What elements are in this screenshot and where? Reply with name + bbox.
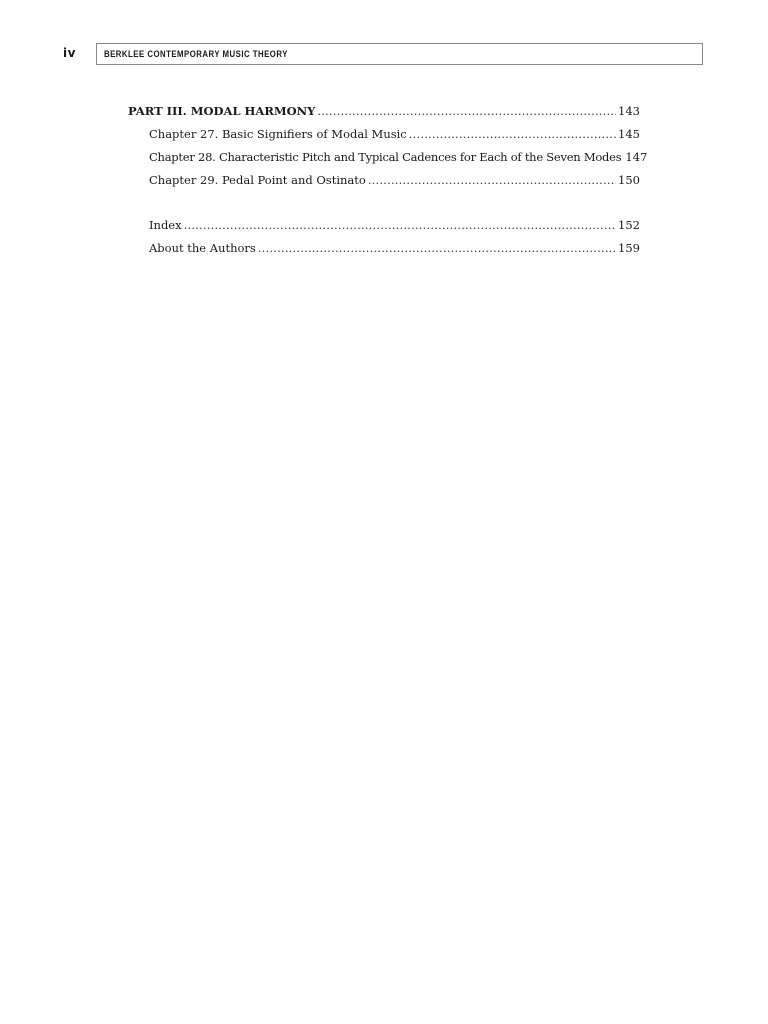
running-header xyxy=(96,43,703,65)
toc-entry-page: 147 xyxy=(625,150,648,164)
toc-entry-label: Chapter 27. Basic Signifiers of Modal Music xyxy=(149,127,407,141)
toc-entry-page: 159 xyxy=(618,241,640,255)
toc-entry-page: 143 xyxy=(618,104,640,118)
page-number: iv xyxy=(63,46,76,60)
toc-entry-label: About the Authors xyxy=(149,241,256,255)
toc-entry-label: PART III. MODAL HARMONY xyxy=(128,104,316,118)
toc-entry-page: 150 xyxy=(618,173,640,187)
toc-entry-about-authors[interactable] xyxy=(149,240,640,256)
toc-entry-chapter-28[interactable] xyxy=(149,149,648,165)
toc-entry-label: Index xyxy=(149,218,182,232)
toc-entry-chapter-27[interactable] xyxy=(149,126,640,142)
dot-leader xyxy=(368,172,616,188)
dot-leader xyxy=(184,217,616,233)
toc-entry-page: 152 xyxy=(618,218,640,232)
dot-leader xyxy=(258,240,616,256)
dot-leader xyxy=(409,126,616,142)
dot-leader xyxy=(317,103,616,119)
toc-entry-index[interactable] xyxy=(149,217,640,233)
book-title: BERKLEE CONTEMPORARY MUSIC THEORY xyxy=(104,48,288,60)
toc-entry-chapter-29[interactable] xyxy=(149,172,640,188)
toc-entry-label: Chapter 29. Pedal Point and Ostinato xyxy=(149,173,366,187)
toc-entry-part-iii[interactable] xyxy=(128,103,640,119)
toc-entry-label: Chapter 28. Characteristic Pitch and Typical Cadences for Each of the Seven Modes xyxy=(149,150,622,164)
toc-entry-page: 145 xyxy=(618,127,640,141)
